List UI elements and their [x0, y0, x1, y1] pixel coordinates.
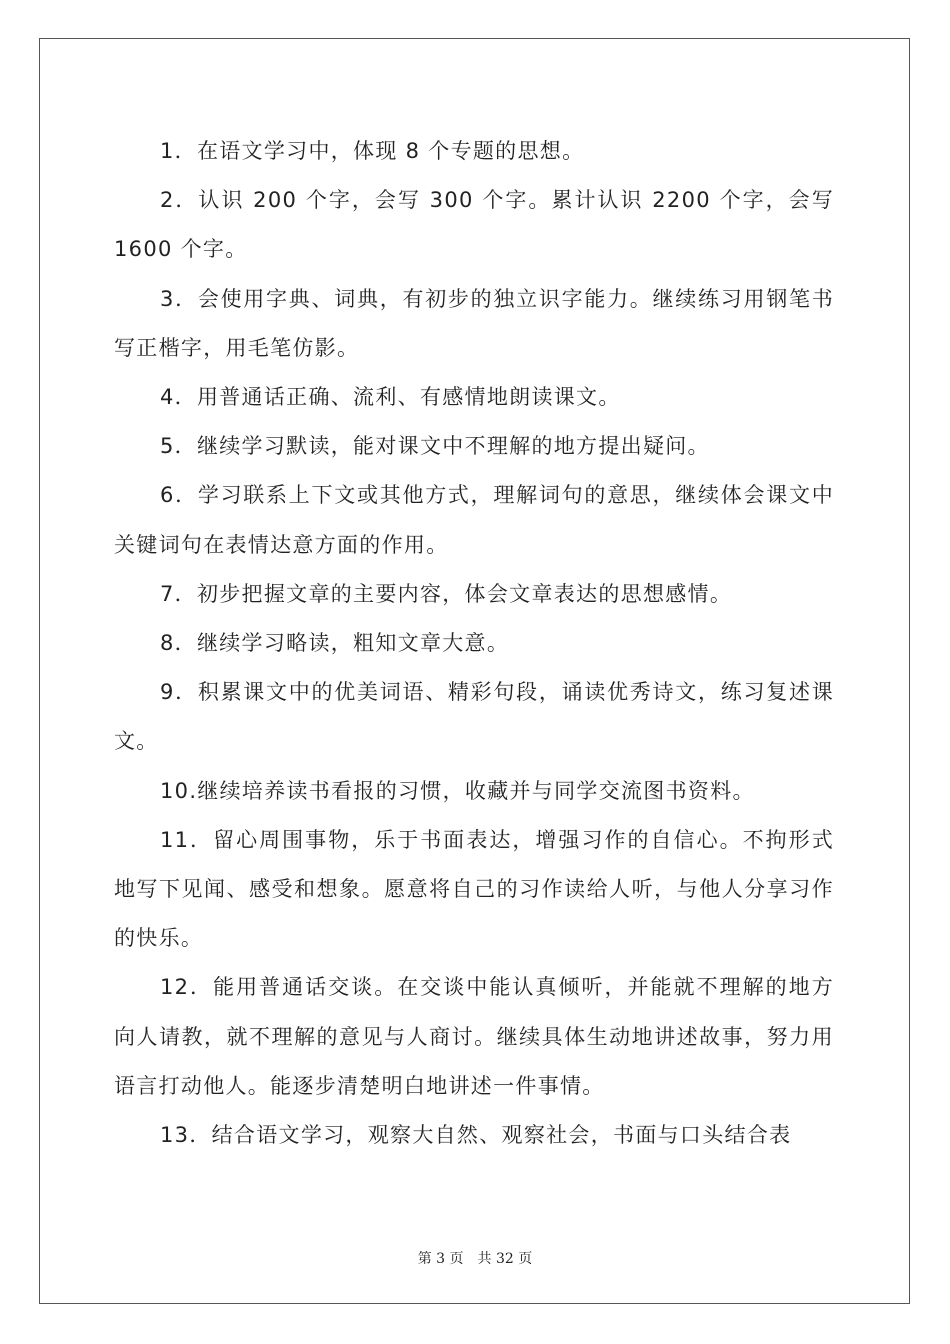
- paragraph-7: 7．初步把握文章的主要内容，体会文章表达的思想感情。: [160, 581, 733, 606]
- paragraph-1: 1．在语文学习中，体现 8 个专题的思想。: [160, 139, 585, 163]
- page-footer: [0, 1248, 950, 1268]
- current-page-label: 第 3 页: [417, 1251, 464, 1267]
- paragraph-10: 10.继续培养读书看报的习惯，收藏并与同学交流图书资料。: [160, 778, 755, 803]
- paragraph-2: 2．认识 200 个字，会写 300 个字。累计认识 2200 个字，会写 1600 个字。: [114, 188, 834, 262]
- paragraph-12: 12．能用普通话交谈。在交谈中能认真倾听，并能就不理解的地方向人请教，就不理解的意见与人商讨。继续具体生动地讲述故事，努力用语言打动他人。能逐步清楚明白地讲述一件事情。: [114, 975, 834, 1098]
- document-body: [114, 127, 834, 1160]
- paragraph-8: 8．继续学习略读，粗知文章大意。: [160, 631, 510, 656]
- paragraph-6: 6．学习联系上下文或其他方式，理解词句的意思，继续体会课文中关键词句在表情达意方面的作用。: [114, 483, 834, 557]
- paragraph-11: 11．留心周围事物，乐于书面表达，增强习作的自信心。不拘形式地写下见闻、感受和想象。愿意将自己的习作读给人听，与他人分享习作的快乐。: [114, 827, 834, 951]
- paragraph-9: 9．积累课文中的优美词语、精彩句段，诵读优秀诗文，练习复述课文。: [114, 680, 834, 754]
- total-pages-label: 共 32 页: [477, 1251, 533, 1267]
- paragraph-4: 4．用普通话正确、流利、有感情地朗读课文。: [160, 385, 621, 410]
- paragraph-3: 3．会使用字典、词典，有初步的独立识字能力。继续练习用钢笔书写正楷字，用毛笔仿影。: [114, 286, 834, 360]
- paragraph-13: 13．结合语文学习，观察大自然、观察社会，书面与口头结合表: [160, 1123, 792, 1148]
- paragraph-5: 5．继续学习默读，能对课文中不理解的地方提出疑问。: [160, 434, 710, 459]
